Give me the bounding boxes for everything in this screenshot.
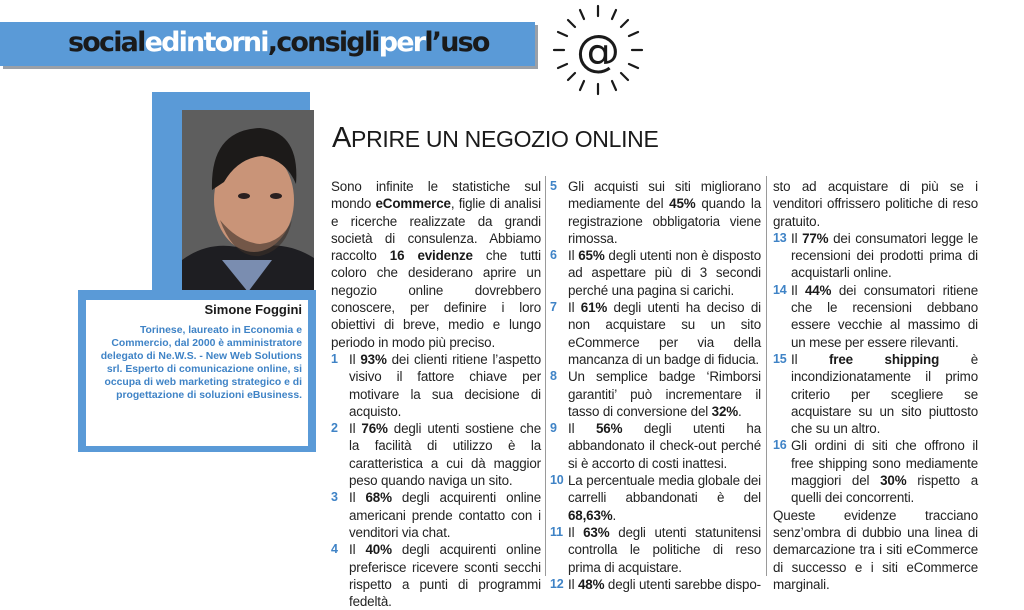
list-item-continuation: sto ad acquistare di più se i venditori offrissero politiche di reso gratuito. xyxy=(773,179,978,229)
list-item: 13 Il 77% dei consumatori legge le recensioni dei prodotti prima di acquistarli online. xyxy=(773,230,978,281)
list-item: 11 Il 63% degli utenti statunitensi controlla le politiche di reso prima di acquistare. xyxy=(550,524,761,575)
list-item: 4 Il 40% degli acquirenti online preferisce ricevere sconti secchi rispetto a punti di programmi fedeltà. xyxy=(331,542,542,610)
author-portrait-illustration xyxy=(182,110,314,292)
at-sign-glyph: @ xyxy=(576,26,620,77)
list-item: 15 Il free shipping è incondizionatamente il primo criterio per scegliere se acquistare su un sito piuttosto che su un altro. xyxy=(773,351,979,437)
section-title: socialedintorni,consigliperl’uso xyxy=(68,27,489,58)
list-item: 5 Gli acquisti sui siti migliorano mediamente del 45% quando la registrazione obbligatoria viene rimossa. xyxy=(550,179,761,246)
list-item: 2 Il 76% degli utenti sostiene che la facilità di utilizzo è la caratteristica a cui dà maggior peso quando naviga un sito. xyxy=(331,421,541,489)
list-item: 3 Il 68% degli acquirenti online americani prende contatto con i venditori via chat. xyxy=(331,490,542,540)
at-sign-icon xyxy=(550,2,646,98)
author-bio: Torinese, laureato in Economia e Commercio, dal 2000 è amministratore delegato di Ne.W.S. - New Web Solutions srl. Esperto di comunicazione online, si occupa di web marketing strategico e di progettazione di soluzioni eBusiness. xyxy=(100,325,302,401)
author-photo xyxy=(182,110,314,292)
list-item: 6 Il 65% degli utenti non è disposto ad aspettare più di 3 secondi perché una pagina si carichi. xyxy=(550,248,761,298)
article-column-1 xyxy=(331,178,541,610)
column-divider xyxy=(545,176,546,576)
list-item: 9 Il 56% degli utenti ha abbandonato il check-out perché si è accorto di costi inattesi. xyxy=(550,421,761,471)
article-column-3 xyxy=(773,178,978,593)
list-item: 12 Il 48% degli utenti sarebbe dispo- xyxy=(550,576,761,592)
intro-paragraph: Sono infinite le statistiche sul mondo eCommerce, figlie di analisi e ricerche realizzate da grandi società di consulenza. Abbiamo raccolto 16 evidenze che tutti coloro che desiderano aprire un negozio online dovrebbero conoscere, per definire i loro obiettivi di breve, medio e lungo periodo in modo più preciso. xyxy=(331,179,541,350)
column-divider xyxy=(766,176,767,576)
list-item: 8 Un semplice badge ‘Rimborsi garantiti’ può incrementare il tasso di conversione del 32%. xyxy=(550,369,761,419)
list-item: 7 Il 61% degli utenti ha deciso di non acquistare su un sito eCommerce per via della mancanza di un badge di fiducia. xyxy=(550,300,761,367)
conclusion-paragraph: Queste evidenze tracciano senz’ombra di dubbio una linea di demarcazione tra i siti eCommerce di successo e i siti eCommerce marginali. xyxy=(773,507,978,592)
list-item: 10 La percentuale media globale dei carrelli abbandonati è del 68,63%. xyxy=(550,473,761,523)
author-name: Simone Foggini xyxy=(204,302,302,317)
article-title: APRIRE UN NEGOZIO ONLINE xyxy=(332,122,659,154)
list-item: 1 Il 93% dei clienti ritiene l’aspetto visivo il fattore chiave per motivare la sua decisione di acquisto. xyxy=(331,351,541,419)
article-column-2 xyxy=(550,178,761,593)
list-item: 14 Il 44% dei consumatori ritiene che le recensioni debbano essere vecchie al massimo di un mese per essere rilevanti. xyxy=(773,282,979,350)
list-item: 16 Gli ordini di siti che offrono il free shipping sono mediamente maggiori del 30% rispetto a quelli dei concorrenti. xyxy=(773,438,979,506)
